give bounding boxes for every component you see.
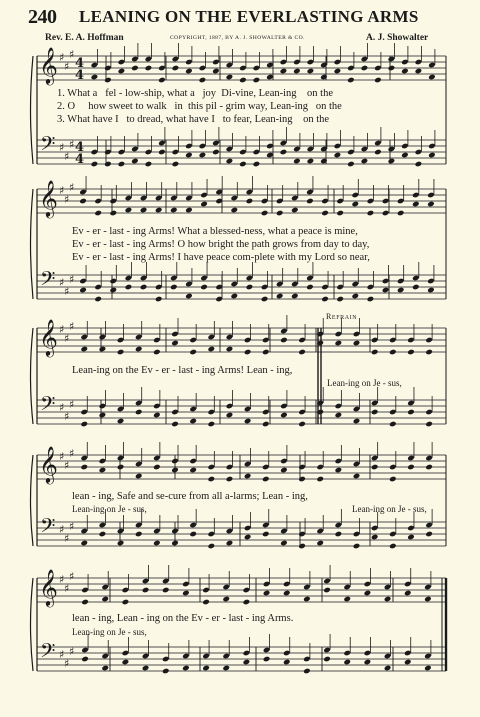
system-3-key-signature: ♯	[64, 332, 70, 345]
system-4-treble-note	[335, 467, 343, 474]
system-3-bass-note	[389, 421, 397, 428]
system-3-key-signature: ♯	[69, 398, 75, 411]
system-1-treble-note	[320, 74, 328, 81]
verse-2-part: this	[187, 101, 204, 112]
verse-1-continuation: Ev - er - last - ing Arms! What a blessed-ness, what a peace is mine,	[72, 226, 358, 237]
system-2-bass-note	[200, 284, 208, 291]
verse-1-part: on the	[307, 88, 333, 99]
refrain-line-3: lean - ing, Lean - ing on the Ev - er - last - ing Arms.	[72, 613, 294, 624]
verse-3-part: 3. What have I	[57, 114, 119, 125]
system-1-bass-note	[145, 161, 153, 168]
system-2-bass-note	[321, 296, 329, 303]
verse-3-continuation: Ev - er - last - ing Arms! I have peace com-plete with my Lord so near,	[72, 252, 370, 263]
system-3-bass-note	[117, 418, 125, 425]
system-5-key-signature: ♯	[69, 645, 75, 658]
system-2-key-signature: ♯	[59, 184, 65, 197]
system-3-bass-note	[244, 418, 252, 425]
system-1-bass-note	[320, 158, 328, 165]
system-1-key-signature: ♯	[59, 141, 65, 154]
system-2-brace	[31, 189, 34, 299]
system-5-treble-note	[323, 587, 331, 594]
system-1-bass-note	[388, 158, 396, 165]
system-4-treble-note	[280, 467, 288, 474]
system-2-key-signature: ♯	[69, 181, 75, 194]
system-3-key-signature: ♯	[69, 320, 75, 333]
system-1-bass-note	[361, 158, 369, 165]
system-5-bass-note	[323, 656, 331, 663]
system-1-treble-note	[91, 74, 99, 81]
system-5-bass-note	[404, 659, 412, 666]
system-1-treble-note	[253, 77, 261, 84]
system-5-treble-note	[182, 590, 190, 597]
system-1-treble-note	[212, 68, 220, 75]
system-4-treble-note	[99, 467, 107, 474]
system-1-treble-note	[428, 74, 436, 81]
system-4-bass-note	[153, 540, 161, 547]
system-3-bass-note	[335, 412, 343, 419]
system-1-bass-note	[226, 158, 234, 165]
system-1-key-signature: ♯	[64, 60, 70, 73]
system-2-treble-note	[321, 210, 329, 217]
system-4-treble-note	[262, 476, 270, 483]
system-3-bass-note	[298, 421, 306, 428]
system-1-bass-note	[374, 149, 382, 156]
system-2-treble-note	[155, 207, 163, 214]
system-4-treble-note	[389, 476, 397, 483]
system-2-bass-note	[261, 296, 269, 303]
system-1-bass-note	[104, 161, 112, 168]
system-5-bass-note	[202, 665, 210, 672]
system-1-bass-note	[199, 152, 207, 159]
verse-2-part: pil - grim way, Lean-ing	[205, 101, 309, 112]
system-2-treble-note	[170, 207, 178, 214]
system-2-treble-note	[352, 201, 360, 208]
system-2-treble-note	[397, 210, 405, 217]
system-5-bass-note	[283, 659, 291, 666]
system-4-bass-note	[389, 543, 397, 550]
system-3-treble-note	[135, 346, 143, 353]
system-3-treble-note	[244, 349, 252, 356]
system-1-bass-note	[172, 161, 180, 168]
system-5-key-signature: ♯	[64, 657, 70, 670]
system-1-time-signature: 4	[75, 140, 85, 155]
system-2-bass-note	[412, 284, 420, 291]
system-2-treble-note	[125, 207, 133, 214]
system-1-bass-note	[334, 152, 342, 159]
system-2-treble-note	[246, 198, 254, 205]
system-2-treble-note	[231, 207, 239, 214]
system-2-bass-note	[352, 293, 360, 300]
system-4-bass-note	[189, 531, 197, 538]
system-3-treble-note	[99, 346, 107, 353]
system-2-bass-note	[427, 287, 435, 294]
system-4-treble-note	[189, 467, 197, 474]
system-1-time-signature: 4	[75, 152, 85, 167]
verse-2-part: how sweet to walk	[88, 101, 167, 112]
system-2-treble-note	[412, 201, 420, 208]
system-3-treble-note	[171, 340, 179, 347]
system-1-bass-note	[415, 161, 423, 168]
system-4-bass-note	[425, 531, 433, 538]
system-2-treble-note	[276, 210, 284, 217]
hymn-title: LEANING ON THE EVERLASTING ARMS	[79, 7, 419, 26]
system-2-treble-note	[291, 207, 299, 214]
system-5-bass-note	[263, 656, 271, 663]
system-1-bass-note	[428, 152, 436, 159]
system-2-bass-note	[382, 287, 390, 294]
system-1-treble-note	[145, 65, 153, 72]
system-5-treble-note	[384, 596, 392, 603]
system-4-bass-note	[80, 540, 88, 547]
system-5-key-signature: ♯	[69, 570, 75, 583]
system-5-bass-note	[384, 665, 392, 672]
system-5-treble-note	[343, 596, 351, 603]
system-5-treble-note	[404, 590, 412, 597]
system-4-brace	[31, 455, 34, 546]
verse-1-part: Di-vine, Lean-ing	[221, 88, 297, 99]
system-1-bass-note	[239, 161, 247, 168]
system-2-bass-note	[140, 284, 148, 291]
refrain-line-2: lean - ing, Safe and se-cure from all a-larms; Lean - ing,	[72, 491, 308, 502]
system-2-bass-note	[276, 293, 284, 300]
system-1-treble-note	[118, 68, 126, 75]
system-2-treble-note	[306, 198, 314, 205]
system-3-bass-note	[153, 412, 161, 419]
system-1-bass-note	[158, 149, 166, 156]
system-5-treble-note	[81, 599, 89, 606]
system-5-treble-note	[162, 587, 170, 594]
verse-3-part: to fear, Lean-ing	[222, 114, 293, 125]
system-1-bass-note	[280, 149, 288, 156]
system-1-treble-note	[334, 68, 342, 75]
system-1-bass-note	[118, 161, 126, 168]
system-4-bass-note	[371, 534, 379, 541]
system-5-bass-note	[101, 665, 109, 672]
system-4-treble-note	[171, 467, 179, 474]
system-1-treble-note	[158, 77, 166, 84]
system-3-bass-note	[371, 409, 379, 416]
system-2-bass-note	[367, 296, 375, 303]
system-1-treble-note	[361, 65, 369, 72]
system-2-treble-note	[110, 210, 118, 217]
system-2-bass-note	[155, 296, 163, 303]
system-4-treble-note	[316, 476, 324, 483]
system-2-key-signature: ♯	[64, 193, 70, 206]
system-2-treble-note	[94, 210, 102, 217]
system-3-bass-clef: 𝄢	[40, 392, 56, 420]
system-3-bass-note	[425, 421, 433, 428]
system-4-bass-clef: 𝄢	[40, 514, 56, 542]
system-5-treble-note	[283, 590, 291, 597]
system-3-treble-note	[117, 349, 125, 356]
system-3-bass-note	[99, 412, 107, 419]
system-5-treble-note	[122, 599, 130, 606]
system-4-bass-note	[99, 531, 107, 538]
system-4-bass-note	[244, 534, 252, 541]
refrain-echo-3: Lean-ing on Je - sus,	[352, 504, 427, 514]
system-3-bass-note	[189, 418, 197, 425]
verse-2-part: 2. O	[57, 101, 76, 112]
composer: A. J. Showalter	[366, 33, 429, 43]
system-5-treble-note	[303, 596, 311, 603]
system-4-key-signature: ♯	[59, 523, 65, 536]
hymn-number: 240	[28, 6, 57, 28]
system-2-bass-note	[79, 287, 87, 294]
system-1-bass-note	[253, 161, 261, 168]
system-4-treble-note	[244, 473, 252, 480]
system-1-bass-note	[293, 158, 301, 165]
system-3-treble-note	[153, 349, 161, 356]
system-1-bass-note	[401, 152, 409, 159]
system-3-treble-note	[280, 337, 288, 344]
system-1-bass-note	[185, 152, 193, 159]
system-4-bass-note	[353, 543, 361, 550]
system-4-bass-note	[316, 540, 324, 547]
system-5-bass-note	[81, 656, 89, 663]
system-2-treble-note	[367, 210, 375, 217]
system-5-treble-note	[263, 590, 271, 597]
system-3-bass-note	[407, 409, 415, 416]
system-1-treble-note	[374, 77, 382, 84]
system-1-treble-note	[347, 77, 355, 84]
system-2-treble-clef: 𝄞	[39, 179, 58, 217]
system-4-bass-note	[280, 540, 288, 547]
system-3-treble-note	[335, 340, 343, 347]
system-5-key-signature: ♯	[59, 648, 65, 661]
system-5-bass-note	[142, 665, 150, 672]
system-4-key-signature: ♯	[64, 459, 70, 472]
system-5-treble-note	[424, 596, 432, 603]
system-5-bass-note	[222, 665, 230, 672]
verse-2-part: on the	[315, 101, 342, 112]
system-4-treble-note	[153, 464, 161, 471]
system-4-bass-note	[226, 540, 234, 547]
system-5-bass-clef: 𝄢	[40, 639, 56, 667]
system-3-treble-clef: 𝄞	[39, 318, 58, 356]
system-2-treble-note	[336, 210, 344, 217]
system-3-treble-note	[262, 349, 270, 356]
system-1-key-signature: ♯	[69, 138, 75, 151]
system-2-treble-note	[79, 198, 87, 205]
system-3-bass-note	[171, 421, 179, 428]
system-3-bass-note	[208, 421, 216, 428]
system-2-treble-note	[200, 201, 208, 208]
verse-1-part: fel - low-ship, what a	[105, 88, 195, 99]
system-2-bass-note	[125, 284, 133, 291]
system-4-treble-note	[407, 464, 415, 471]
system-4-key-signature: ♯	[69, 520, 75, 533]
system-3-bass-note	[135, 409, 143, 416]
system-4-treble-note	[298, 476, 306, 483]
system-5-treble-clef: 𝄞	[39, 568, 58, 606]
system-1-key-signature: ♯	[64, 150, 70, 163]
verse-1-part: joy	[202, 88, 217, 99]
system-2-bass-note	[291, 293, 299, 300]
system-5-bass-note	[343, 659, 351, 666]
system-1-treble-note	[131, 65, 139, 72]
system-2-key-signature: ♯	[59, 276, 65, 289]
verse-3-part: to dread, what have I	[126, 114, 215, 125]
system-1-treble-note	[199, 77, 207, 84]
system-5-treble-note	[243, 599, 251, 606]
system-4-key-signature: ♯	[64, 532, 70, 545]
system-5-treble-note	[222, 596, 230, 603]
system-2-bass-note	[397, 287, 405, 294]
copyright-notice: COPYRIGHT, 1887, BY A. J. SHOWALTER & CO.	[170, 35, 305, 41]
refrain-echo-4: Lean-ing on Je - sus,	[72, 627, 147, 637]
system-4-treble-note	[135, 473, 143, 480]
system-2-key-signature: ♯	[69, 273, 75, 286]
system-5-bass-note	[303, 668, 311, 675]
system-2-treble-note	[427, 201, 435, 208]
system-2-treble-note	[185, 207, 193, 214]
system-1-treble-note	[104, 77, 112, 84]
verse-2-part: in	[174, 101, 183, 112]
system-1-treble-note	[239, 77, 247, 84]
system-1-time-signature: 4	[75, 68, 85, 83]
system-1-treble-note	[185, 68, 193, 75]
system-5-bass-note	[243, 659, 251, 666]
system-3-treble-note	[80, 346, 88, 353]
system-1-treble-note	[280, 68, 288, 75]
system-1-brace	[31, 56, 34, 164]
system-3-treble-note	[371, 349, 379, 356]
system-5-bass-note	[364, 659, 372, 666]
system-1-treble-note	[307, 68, 315, 75]
system-5-brace	[31, 578, 34, 671]
system-5-bass-note	[424, 665, 432, 672]
system-1-bass-note	[307, 158, 315, 165]
system-3-bass-note	[226, 412, 234, 419]
system-3-treble-note	[189, 349, 197, 356]
refrain-echo-1: Lean-ing on Je - sus,	[327, 378, 402, 388]
system-2-bass-note	[246, 284, 254, 291]
system-3-treble-note	[353, 340, 361, 347]
system-3-treble-note	[425, 349, 433, 356]
system-5-treble-note	[101, 596, 109, 603]
system-3-treble-note	[208, 346, 216, 353]
system-2-bass-clef: 𝄢	[40, 267, 56, 295]
system-4-treble-note	[425, 464, 433, 471]
system-4-bass-note	[171, 540, 179, 547]
system-3-treble-note	[226, 346, 234, 353]
system-1-key-signature: ♯	[69, 48, 75, 61]
system-5-bass-note	[182, 665, 190, 672]
system-3-treble-note	[298, 349, 306, 356]
system-1-treble-note	[226, 74, 234, 81]
system-1-bass-note	[212, 149, 220, 156]
system-1-treble-clef: 𝄞	[39, 46, 58, 84]
system-1-bass-note	[347, 161, 355, 168]
system-4-bass-note	[407, 534, 415, 541]
system-2-bass-note	[231, 293, 239, 300]
system-3-bass-note	[353, 418, 361, 425]
refrain-line-1: Lean-ing on the Ev - er - last - ing Arms! Lean - ing,	[72, 365, 293, 376]
system-2-bass-note	[94, 296, 102, 303]
system-1-key-signature: ♯	[59, 51, 65, 64]
system-5-key-signature: ♯	[64, 582, 70, 595]
system-4-bass-note	[335, 531, 343, 538]
verse-2-continuation: Ev - er - last - ing Arms! O how bright the path grows from day to day,	[72, 239, 370, 250]
refrain-label: Refrain	[326, 312, 358, 321]
system-2-bass-note	[170, 284, 178, 291]
system-1-treble-note	[172, 65, 180, 72]
system-4-treble-note	[226, 476, 234, 483]
system-3-key-signature: ♯	[64, 410, 70, 423]
lyricist: Rev. E. A. Hoffman	[45, 33, 124, 43]
system-4-treble-note	[80, 464, 88, 471]
system-3-bass-note	[80, 421, 88, 428]
system-4-treble-note	[208, 476, 216, 483]
system-4-treble-clef: 𝄞	[39, 445, 58, 483]
refrain-echo-2: Lean-ing on Je - sus,	[72, 504, 147, 514]
system-5-bass-note	[162, 668, 170, 675]
system-4-bass-note	[135, 531, 143, 538]
system-3-brace	[31, 328, 34, 424]
system-4-bass-note	[208, 543, 216, 550]
verse-2-line	[57, 101, 342, 112]
system-4-key-signature: ♯	[69, 447, 75, 460]
system-5-key-signature: ♯	[59, 573, 65, 586]
system-5-treble-note	[142, 587, 150, 594]
verse-1-part: 1. What a	[57, 88, 98, 99]
system-1-time-signature: 4	[75, 56, 85, 71]
system-2-key-signature: ♯	[64, 285, 70, 298]
system-2-treble-note	[382, 210, 390, 217]
system-2-bass-note	[336, 296, 344, 303]
system-2-bass-note	[110, 287, 118, 294]
system-1-treble-note	[415, 68, 423, 75]
system-1-bass-note	[91, 161, 99, 168]
system-2-bass-note	[306, 284, 314, 291]
system-1-bass-note	[131, 158, 139, 165]
system-3-treble-note	[389, 349, 397, 356]
system-3-key-signature: ♯	[59, 323, 65, 336]
system-4-treble-note	[353, 473, 361, 480]
verse-3-part: on the	[303, 114, 330, 125]
system-3-key-signature: ♯	[59, 401, 65, 414]
system-1-treble-note	[401, 68, 409, 75]
system-5-treble-note	[364, 590, 372, 597]
system-4-treble-note	[371, 464, 379, 471]
system-1-bass-clef: 𝄢	[40, 132, 56, 160]
system-4-treble-note	[117, 464, 125, 471]
system-1-treble-note	[388, 65, 396, 72]
system-3-treble-note	[407, 349, 415, 356]
system-3-bass-note	[262, 421, 270, 428]
verse-3-line	[57, 114, 329, 125]
system-4-bass-note	[298, 543, 306, 550]
system-4-key-signature: ♯	[59, 450, 65, 463]
system-5-bass-note	[122, 659, 130, 666]
system-4-bass-note	[262, 531, 270, 538]
system-2-bass-note	[185, 293, 193, 300]
system-1-treble-note	[293, 68, 301, 75]
system-5-treble-note	[202, 599, 210, 606]
system-2-treble-note	[140, 207, 148, 214]
verse-1-line	[57, 88, 333, 99]
system-3-bass-note	[280, 412, 288, 419]
system-4-bass-note	[117, 540, 125, 547]
system-2-treble-note	[261, 210, 269, 217]
